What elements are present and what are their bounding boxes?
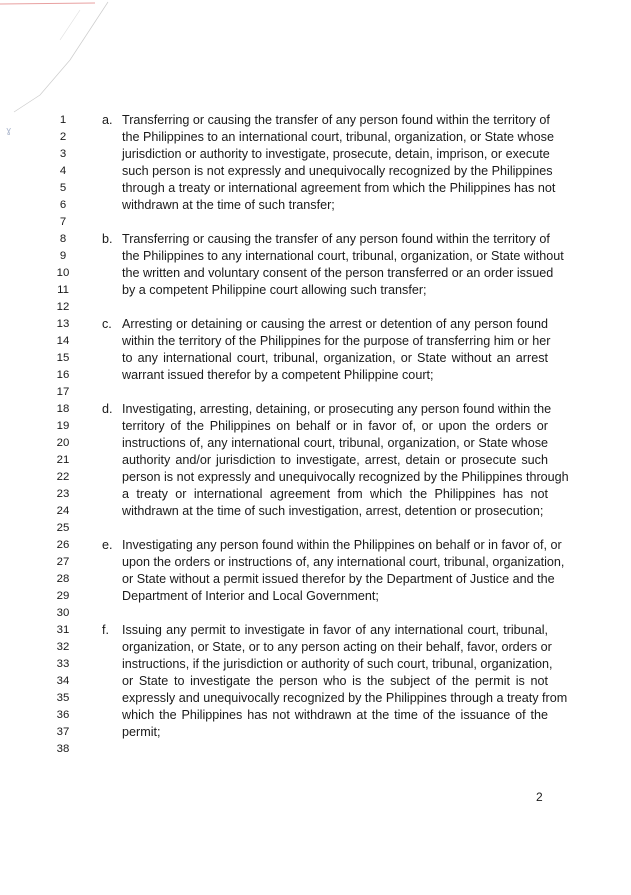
list-item-marker: c. xyxy=(102,317,112,331)
list-item-text-line: such person is not expressly and unequivocally recognized by the Philippines xyxy=(122,164,553,178)
page-number: 2 xyxy=(536,790,543,804)
line-number: 1 xyxy=(59,114,67,126)
line-number: 9 xyxy=(59,250,67,262)
line-number: 22 xyxy=(56,471,70,483)
line-number: 8 xyxy=(59,233,67,245)
list-item-text-line: the written and voluntary consent of the person transferred or an order issued xyxy=(122,266,554,280)
line-number: 5 xyxy=(59,182,67,194)
line-number: 35 xyxy=(56,692,70,704)
list-item-text-line: person is not expressly and unequivocally recognized by the Philippines through xyxy=(122,470,569,484)
line-number: 19 xyxy=(56,420,70,432)
line-number: 28 xyxy=(56,573,70,585)
list-item-text-line: to any international court, tribunal, organization, or State without an arrest xyxy=(122,351,548,365)
line-number: 36 xyxy=(56,709,70,721)
line-number: 11 xyxy=(57,284,69,296)
line-number: 32 xyxy=(56,641,70,653)
list-item-text-line: withdrawn at the time of such transfer; xyxy=(122,198,335,212)
list-item-text-line: within the territory of the Philippines for the purpose of transferring him or her xyxy=(122,334,551,348)
svg-text:ɣ: ɣ xyxy=(6,126,12,136)
list-item-text-line: warrant issued therefor by a competent Philippine court; xyxy=(122,368,434,382)
line-number: 18 xyxy=(56,403,70,415)
list-item-marker: f. xyxy=(102,623,109,637)
line-number: 23 xyxy=(56,488,70,500)
list-item-text-line: a treaty or international agreement from which the Philippines has not xyxy=(122,487,548,501)
list-item-text-line: or State without a permit issued therefor by the Department of Justice and the xyxy=(122,572,555,586)
line-number: 10 xyxy=(56,267,70,279)
list-item-text-line: authority and/or jurisdiction to investigate, arrest, detain or prosecute such xyxy=(122,453,548,467)
list-item-text-line: the Philippines to any international court, tribunal, organization, or State without xyxy=(122,249,564,263)
list-item-text-line: expressly and unequivocally recognized by the Philippines through a treaty from xyxy=(122,691,568,705)
line-number: 14 xyxy=(56,335,70,347)
line-number: 13 xyxy=(56,318,70,330)
list-item-text-line: organization, or State, or to any person acting on their behalf, favor, orders or xyxy=(122,640,552,654)
list-item-text-line: permit; xyxy=(122,725,161,739)
line-number: 2 xyxy=(59,131,67,143)
list-item-text-line: Issuing any permit to investigate in favor of any international court, tribunal, xyxy=(122,623,548,637)
list-item-text-line: Investigating any person found within the Philippines on behalf or in favor of, or xyxy=(122,538,562,552)
line-number: 34 xyxy=(56,675,70,687)
line-number: 24 xyxy=(56,505,70,517)
line-number: 17 xyxy=(56,386,70,398)
list-item-marker: e. xyxy=(102,538,113,552)
line-number: 4 xyxy=(59,165,67,177)
list-item-text-line: Arresting or detaining or causing the arrest or detention of any person found xyxy=(122,317,548,331)
list-item-text-line: instructions of, any international court, tribunal, organization, or State whose xyxy=(122,436,548,450)
list-item-text-line: territory of the Philippines on behalf or in favor of, or upon the orders or xyxy=(122,419,548,433)
line-number: 37 xyxy=(56,726,70,738)
line-number: 15 xyxy=(56,352,70,364)
line-number: 29 xyxy=(56,590,70,602)
list-item-text-line: upon the orders or instructions of, any international court, tribunal, organization, xyxy=(122,555,565,569)
list-item-text-line: the Philippines to an international court, tribunal, organization, or State whose xyxy=(122,130,554,144)
line-number: 20 xyxy=(56,437,70,449)
line-number: 21 xyxy=(56,454,70,466)
line-number: 27 xyxy=(56,556,70,568)
line-number: 7 xyxy=(59,216,67,228)
list-item-text-line: Department of Interior and Local Government; xyxy=(122,589,379,603)
list-item-text-line: Investigating, arresting, detaining, or prosecuting any person found within the xyxy=(122,402,552,416)
list-item-text-line: through a treaty or international agreement from which the Philippines has not xyxy=(122,181,556,195)
line-number: 26 xyxy=(56,539,70,551)
line-number: 30 xyxy=(56,607,70,619)
line-number: 33 xyxy=(56,658,70,670)
line-number: 25 xyxy=(56,522,70,534)
list-item-marker: d. xyxy=(102,402,113,416)
list-item-text-line: jurisdiction or authority to investigate, prosecute, detain, imprison, or execute xyxy=(122,147,550,161)
list-item-text-line: Transferring or causing the transfer of any person found within the territory of xyxy=(122,232,550,246)
list-item-text-line: which the Philippines has not withdrawn at the time of the issuance of the xyxy=(122,708,548,722)
list-item-text-line: instructions, if the jurisdiction or authority of such court, tribunal, organization, xyxy=(122,657,553,671)
line-number: 12 xyxy=(56,301,70,313)
list-item-marker: b. xyxy=(102,232,113,246)
list-item-text-line: by a competent Philippine court allowing such transfer; xyxy=(122,283,427,297)
line-number: 16 xyxy=(56,369,70,381)
list-item-text-line: or State to investigate the person who is the subject of the permit is not xyxy=(122,674,548,688)
line-number: 6 xyxy=(59,199,67,211)
line-number: 38 xyxy=(56,743,70,755)
line-number: 31 xyxy=(56,624,70,636)
line-number: 3 xyxy=(59,148,67,160)
list-item-marker: a. xyxy=(102,113,113,127)
list-item-text-line: Transferring or causing the transfer of any person found within the territory of xyxy=(122,113,550,127)
list-item-text-line: withdrawn at the time of such investigation, arrest, detention or prosecution; xyxy=(122,504,544,518)
